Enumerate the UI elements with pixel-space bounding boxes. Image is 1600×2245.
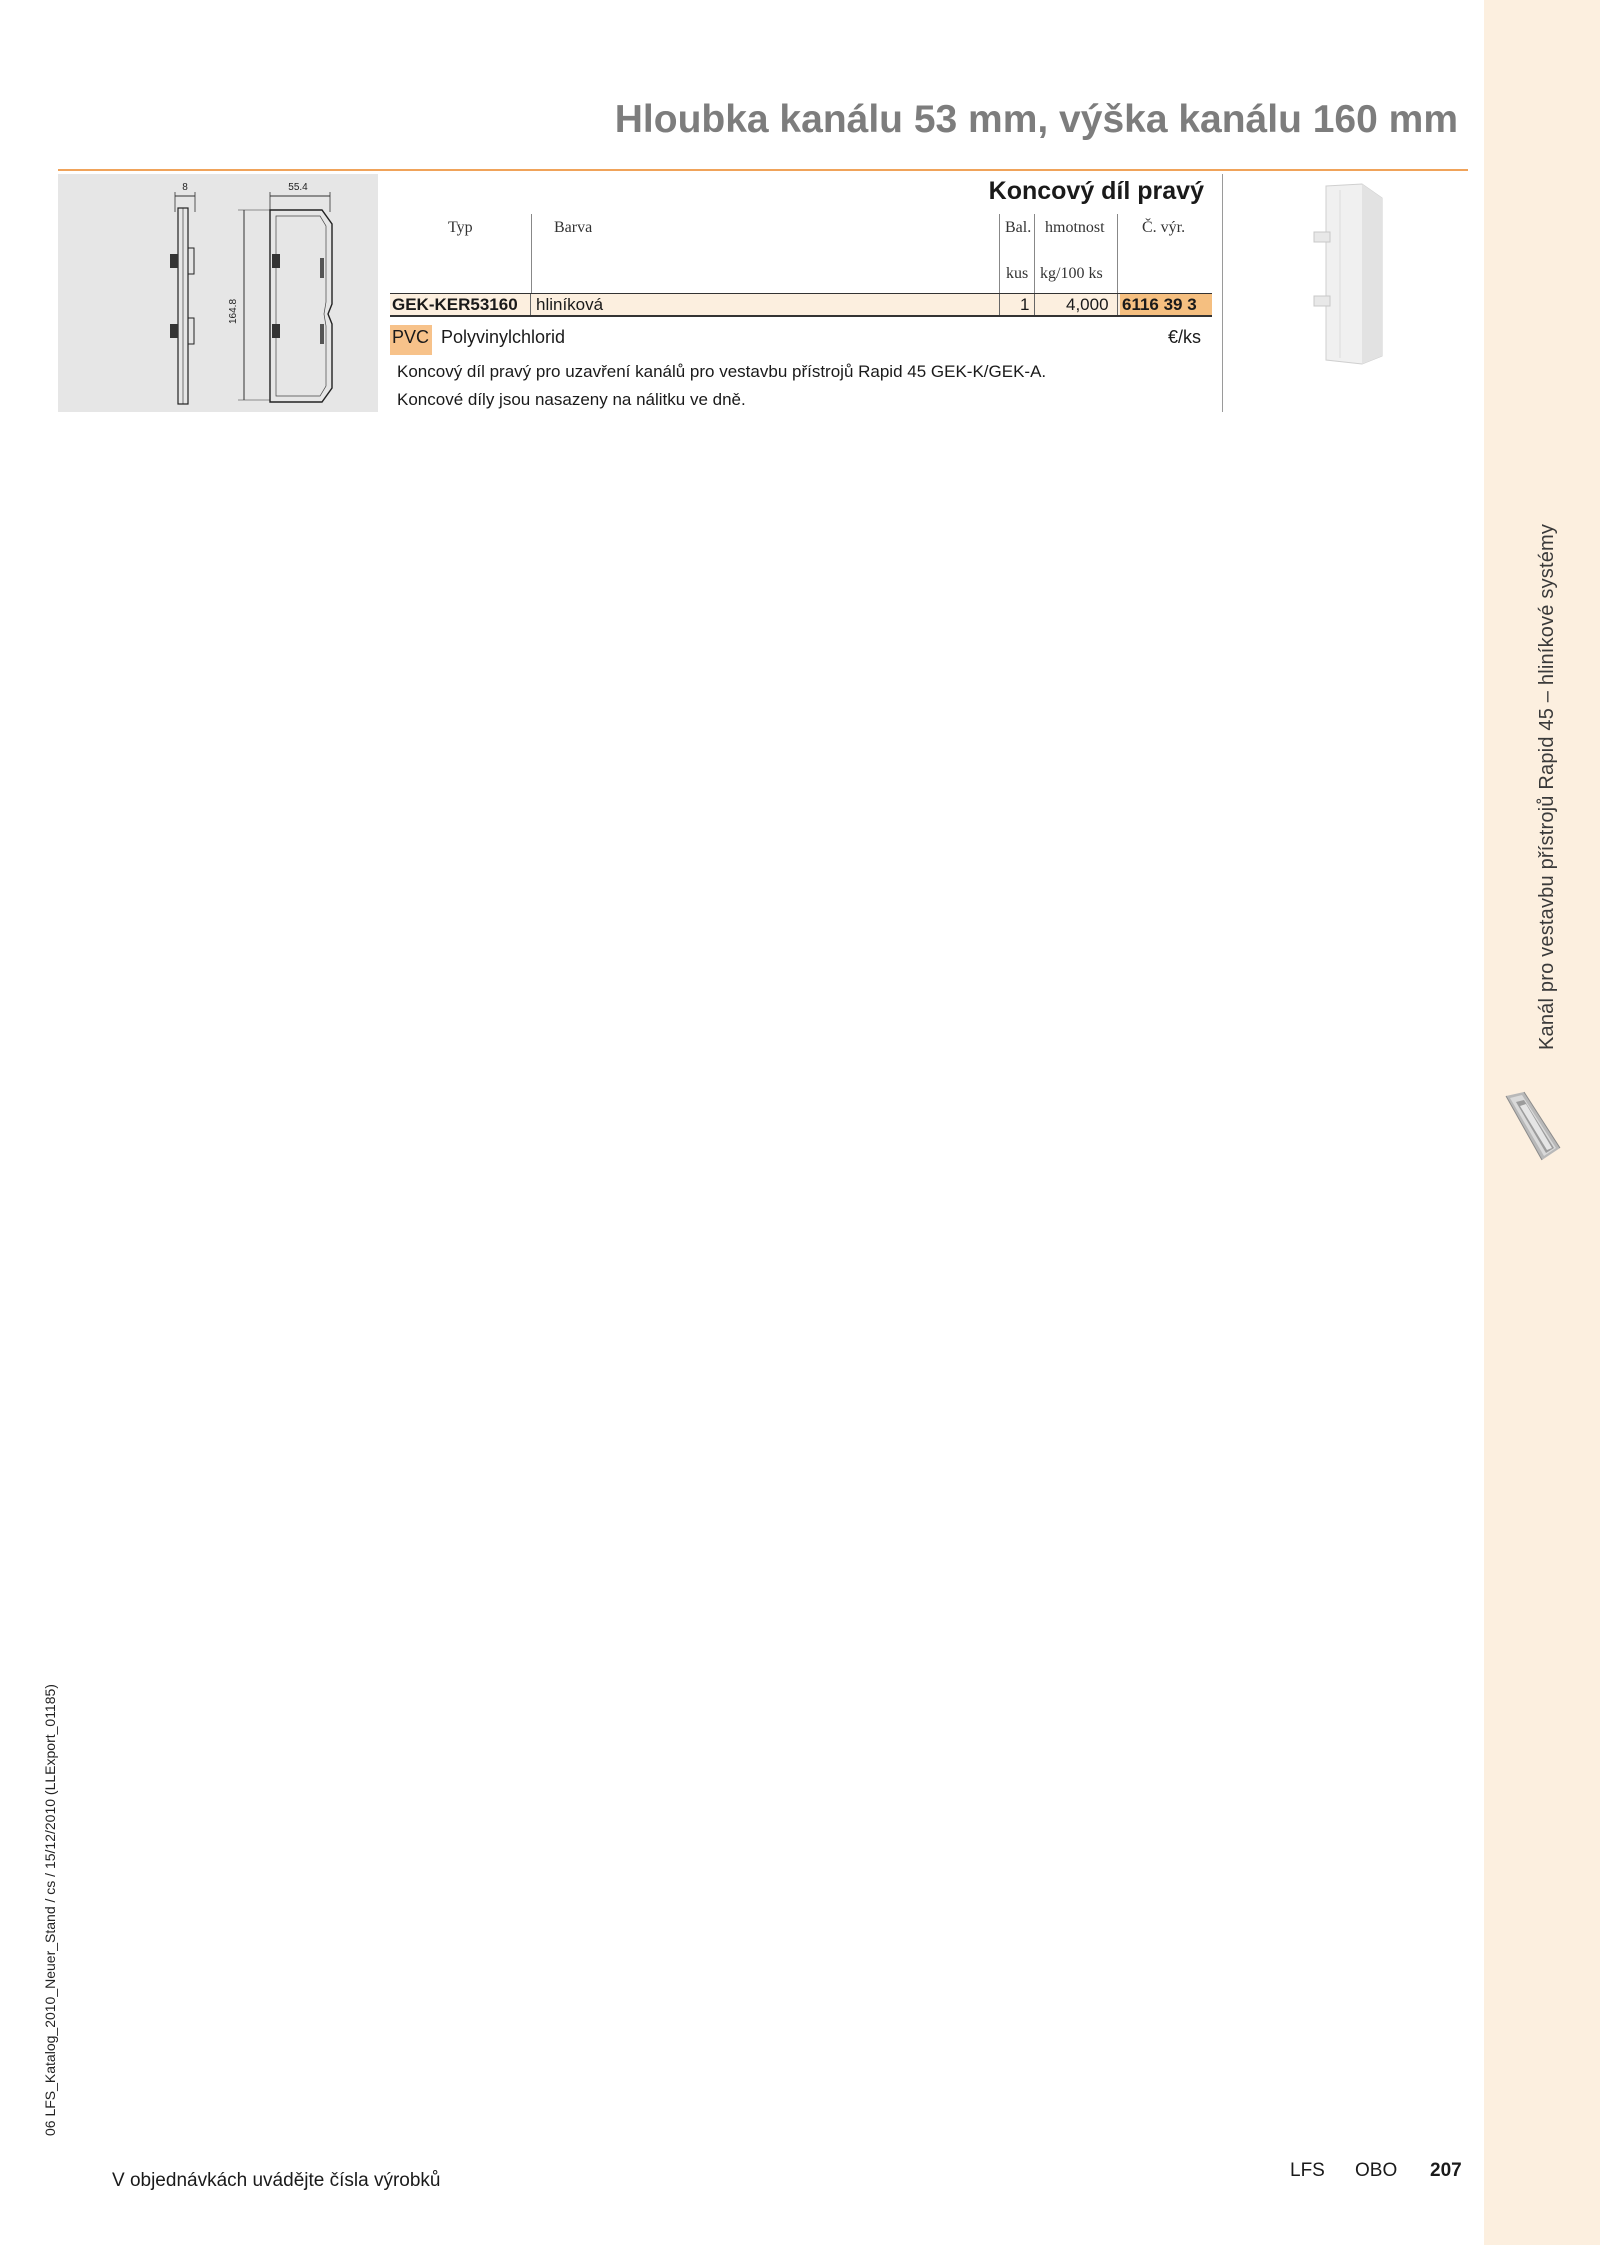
row-weight: 4,000	[1066, 295, 1109, 314]
cell-divider	[1117, 294, 1118, 315]
dim-top-right: 55.4	[288, 182, 308, 193]
cable-duct-icon	[1502, 1090, 1564, 1164]
footer-note: V objednávkách uvádějte čísla výrobků	[112, 2170, 441, 2191]
row-pack: 1	[1020, 295, 1030, 314]
col-header-article: Č. výr.	[1142, 219, 1186, 236]
product-photo	[1300, 180, 1390, 370]
col-header-pack-unit: kus	[1006, 265, 1029, 282]
cell-divider	[530, 294, 531, 315]
footer-brand-obo: OBO	[1355, 2160, 1398, 2181]
row-color: hliníková	[536, 295, 604, 314]
col-divider	[999, 214, 1000, 294]
file-label: 06 LFS_Katalog_2010_Neuer_Stand / cs / 15/12/2010 (LLExport_01185)	[42, 1684, 58, 2136]
col-divider	[1034, 214, 1035, 294]
title-rule	[58, 169, 1468, 171]
footer-brand-lfs: LFS	[1290, 2160, 1325, 2181]
page-number: 207	[1430, 2160, 1462, 2181]
cell-divider	[999, 294, 1000, 315]
dim-height: 164.8	[228, 298, 239, 324]
material-abbr: PVC	[392, 327, 430, 347]
column-divider	[1222, 174, 1223, 412]
col-header-color: Barva	[554, 219, 593, 236]
cell-divider	[1034, 294, 1035, 315]
col-header-type: Typ	[448, 219, 473, 236]
col-divider	[531, 214, 532, 294]
description-line: Koncové díly jsou nasazeny na nálitku ve dně.	[397, 390, 746, 409]
col-header-weight: hmotnost	[1045, 219, 1105, 236]
col-header-pack: Bal.	[1005, 219, 1032, 236]
col-divider	[1117, 214, 1118, 294]
row-type: GEK-KER53160	[392, 295, 518, 314]
price-unit: €/ks	[1168, 327, 1202, 347]
row-article: 6116 39 3	[1122, 295, 1197, 314]
page-title: Hloubka kanálu 53 mm, výška kanálu 160 mm	[614, 98, 1458, 141]
table-rule	[390, 315, 1212, 317]
technical-drawing	[58, 174, 378, 412]
product-heading: Koncový díl pravý	[988, 177, 1204, 205]
description-line: Koncový díl pravý pro uzavření kanálů pro vestavbu přístrojů Rapid 45 GEK-K/GEK-A.	[397, 362, 1047, 381]
material-name: Polyvinylchlorid	[441, 327, 566, 347]
col-header-weight-unit: kg/100 ks	[1040, 265, 1103, 282]
dim-top-left: 8	[182, 182, 188, 193]
side-section-label: Kanál pro vestavbu přístrojů Rapid 45 – hliníkové systémy	[1536, 523, 1558, 1050]
